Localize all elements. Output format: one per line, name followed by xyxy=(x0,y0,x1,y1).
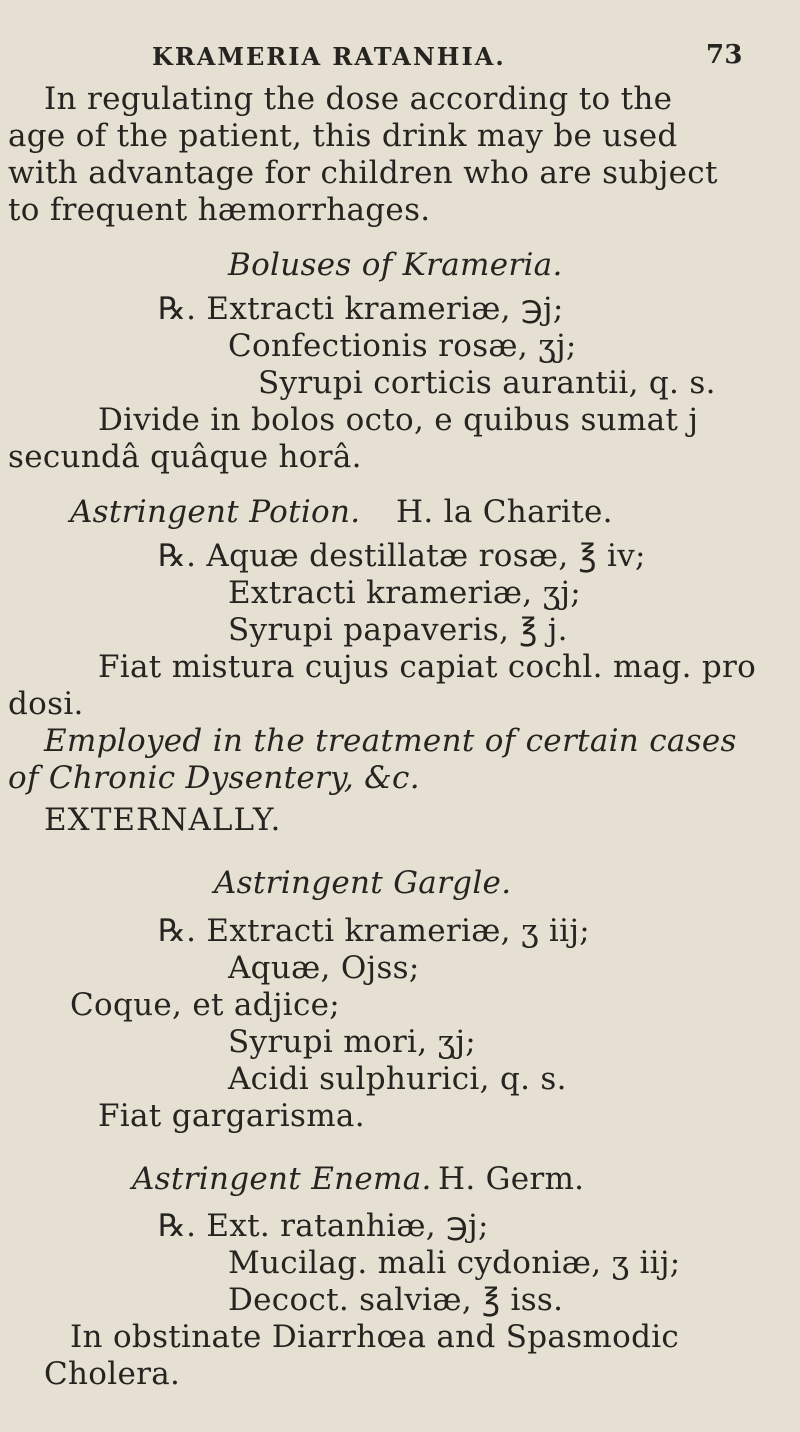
page-number: 73 xyxy=(706,40,743,70)
recipe-line: Syrupi corticis aurantii, q. s. xyxy=(258,365,716,401)
recipe-line: Fiat mistura cujus capiat cochl. mag. pro xyxy=(98,649,757,685)
running-title: KRAMERIA RATANHIA. xyxy=(152,42,506,71)
intro-line: In regulating the dose according to the xyxy=(44,81,673,117)
gargle-title: Astringent Gargle. xyxy=(214,865,512,901)
enema-title: Astringent Enema. xyxy=(132,1161,432,1197)
recipe-line: ℞. Extracti krameriæ, ʒ iij; xyxy=(158,913,591,949)
boluses-title: Boluses of Krameria. xyxy=(228,247,563,283)
enema-source: H. Germ. xyxy=(438,1161,585,1197)
potion-source: H. la Charite. xyxy=(396,494,613,530)
recipe-line: Divide in bolos octo, e quibus sumat j xyxy=(98,402,699,438)
usage-line: In obstinate Diarrhœa and Spasmodic xyxy=(70,1319,680,1355)
usage-line: Employed in the treatment of certain cases xyxy=(44,723,737,759)
recipe-line: Coque, et adjice; xyxy=(70,987,341,1023)
section-heading-externally: EXTERNALLY. xyxy=(44,802,282,838)
recipe-line: Syrupi papaveris, ℥ j. xyxy=(228,612,568,648)
recipe-line: ℞. Aquæ destillatæ rosæ, ℥ iv; xyxy=(158,538,646,574)
recipe-line: Aquæ, Ojss; xyxy=(228,950,420,986)
recipe-line: dosi. xyxy=(8,686,84,722)
recipe-line: Confectionis rosæ, ʒj; xyxy=(228,328,577,364)
recipe-line: ℞. Extracti krameriæ, ℈j; xyxy=(158,291,564,327)
potion-title: Astringent Potion. xyxy=(70,494,361,530)
intro-line: to frequent hæmorrhages. xyxy=(8,192,431,228)
recipe-line: Fiat gargarisma. xyxy=(98,1098,365,1134)
recipe-line: secundâ quâque horâ. xyxy=(8,439,362,475)
recipe-line: Syrupi mori, ʒj; xyxy=(228,1024,477,1060)
recipe-line: Decoct. salviæ, ℥ iss. xyxy=(228,1282,564,1318)
intro-line: age of the patient, this drink may be used xyxy=(8,118,678,154)
usage-line: of Chronic Dysentery, &c. xyxy=(8,760,420,796)
recipe-line: Acidi sulphurici, q. s. xyxy=(228,1061,567,1097)
recipe-line: Extracti krameriæ, ʒj; xyxy=(228,575,582,611)
recipe-line: ℞. Ext. ratanhiæ, ℈j; xyxy=(158,1208,489,1244)
intro-line: with advantage for children who are subject xyxy=(8,155,718,191)
recipe-line: Mucilag. mali cydoniæ, ʒ iij; xyxy=(228,1245,681,1281)
usage-line: Cholera. xyxy=(44,1356,181,1392)
